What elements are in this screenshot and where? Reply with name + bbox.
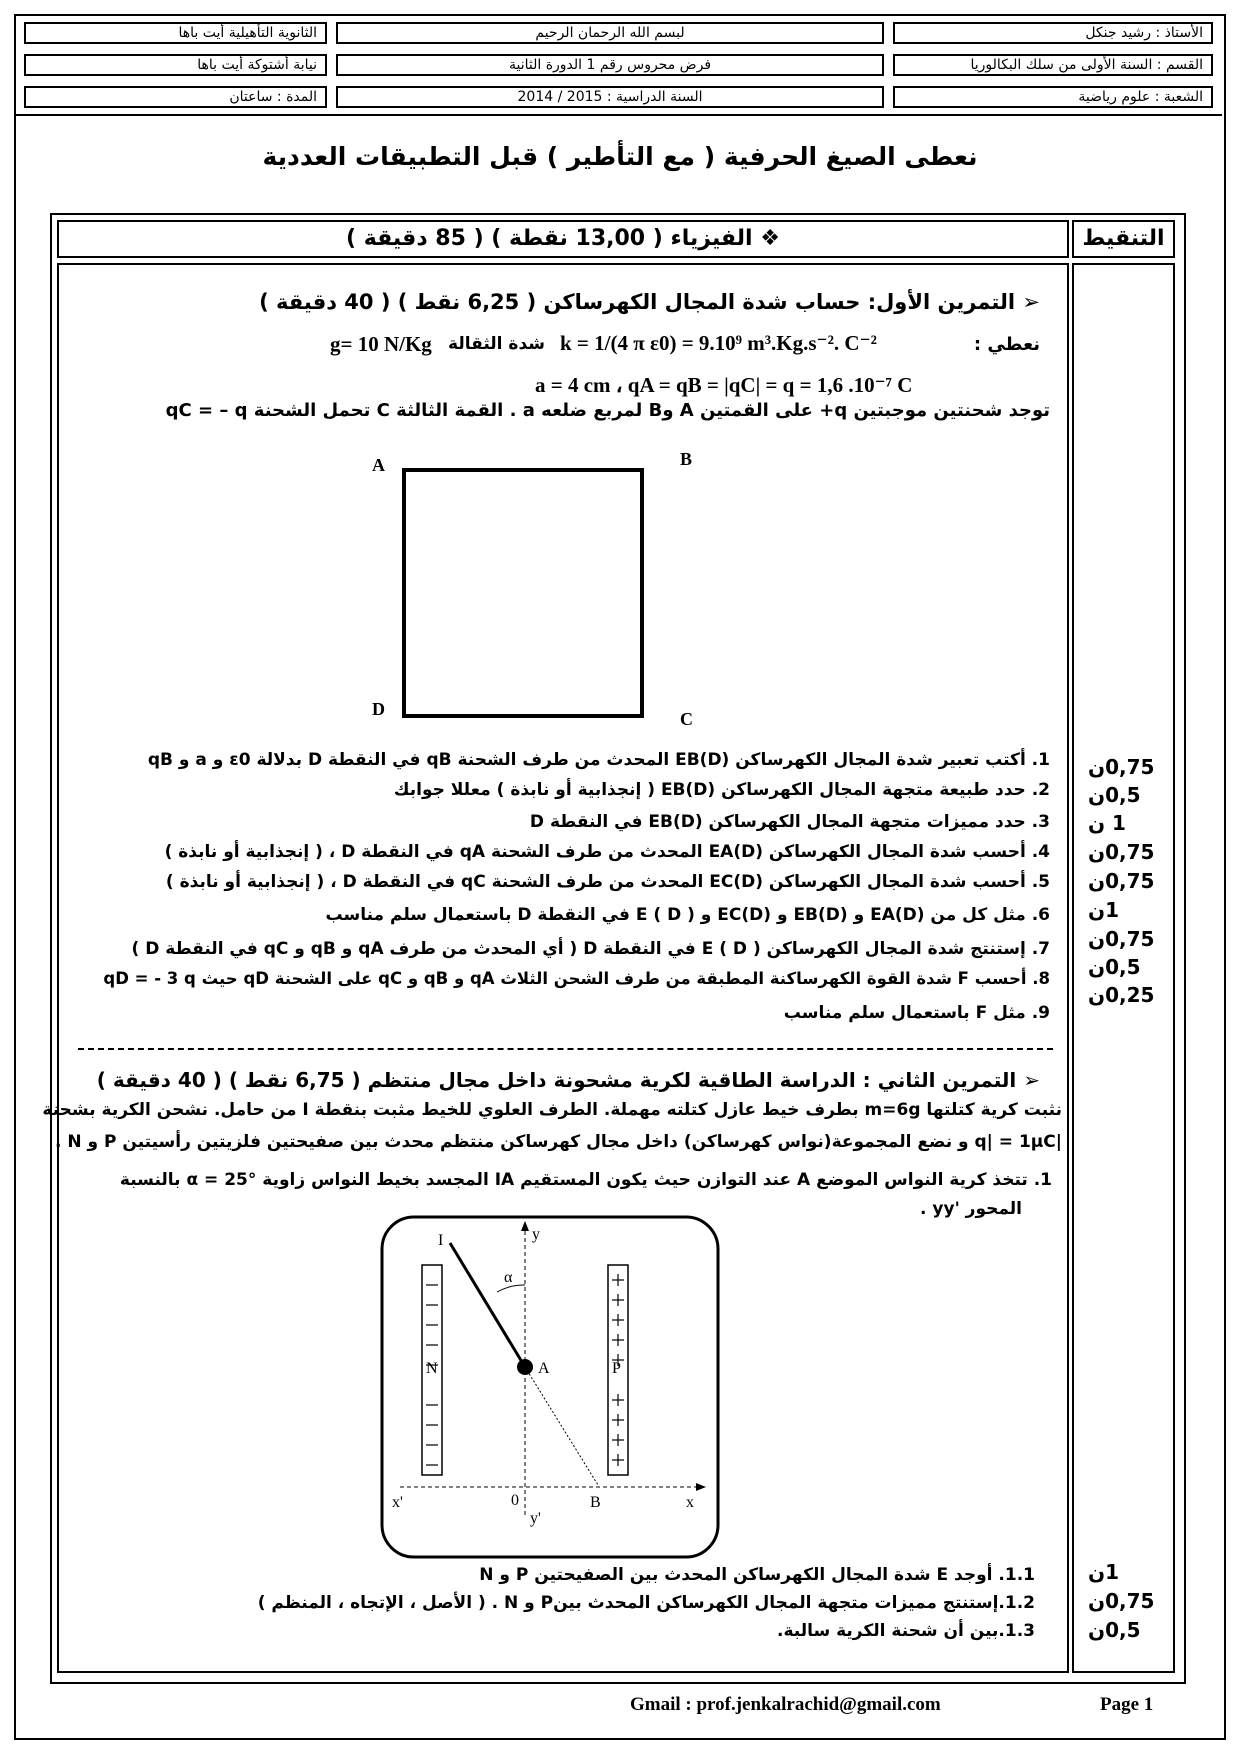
diagram-frame — [382, 1217, 718, 1557]
physics-title: ❖ الفيزياء ( 13,00 نقطة ) ( 85 دقيقة ) — [346, 226, 780, 251]
ex1-score-4: 0,75ن — [1088, 840, 1155, 864]
ex1-score-2: 0,5ن — [1088, 783, 1141, 807]
ex1-question-8: 8. أحسب F شدة القوة الكهرساكنة المطبقة من طرف الشحن الثلاث qA و qB و qC على الشحنة qD حيث qD = - 3 q — [103, 969, 1050, 988]
exercise1-statement: توجد شحنتين موجبتين q+ على القمتين A وB لمربع ضلعه a . القمة الثالثة C تحمل الشحنة qC = – q — [165, 400, 1050, 421]
label-i: I — [438, 1232, 444, 1249]
grading-header: التنقيط — [1082, 226, 1165, 251]
label-x-prime: x' — [392, 1494, 403, 1511]
label-c: C — [680, 709, 693, 729]
exercise1-charges: a = 4 cm ، qA = qB = |qC| = q = 1,6 .10⁻⁷ C — [535, 373, 913, 397]
ex1-question-3: 3. حدد مميزات متجهة المجال الكهرساكن EB(D) في النقطة D — [529, 812, 1050, 832]
exercise1-given-k: k = 1/(4 π ε0) = 9.10⁹ m³.Kg.s⁻². C⁻² — [560, 331, 877, 355]
header-directorate: نيابة أشتوكة أيت باها — [24, 54, 327, 76]
ex1-question-5: 5. أحسب شدة المجال الكهرساكن EC(D) المحدث من طرف الشحنة qC في النقطة D ، ( إنجذابية أو نابذة ) — [165, 872, 1050, 892]
header-teacher: الأستاذ : رشيد جنكل — [893, 22, 1213, 44]
ex1-question-2: 2. حدد طبيعة متجهة المجال الكهرساكن EB(D) ( إنجذابية أو نابذة ) معللا جوابك — [393, 780, 1050, 800]
exercise1-given-label: نعطي : — [973, 334, 1040, 355]
x-axis-arrow — [696, 1483, 706, 1491]
label-a: A — [372, 455, 385, 475]
ex1-question-9: 9. مثل F باستعمال سلم مناسب — [783, 1003, 1050, 1023]
alpha-arc — [497, 1285, 525, 1292]
ex1-question-7: 7. إستنتج شدة المجال الكهرساكن ( E ( D في النقطة D ( أي المحدث من طرف qA و qB و qC في النقطة D ) — [131, 939, 1050, 959]
label-b-point: B — [590, 1494, 601, 1511]
exercise2-q1-line-2: المحور 'yy . — [920, 1199, 1022, 1219]
ex2-score-1: 1ن — [1088, 1560, 1119, 1584]
pendulum-diagram — [380, 1215, 720, 1560]
ex1-score-3: 1 ن — [1088, 811, 1126, 835]
label-alpha: α — [504, 1269, 513, 1286]
exercise-separator — [78, 1048, 1053, 1050]
ex1-question-1: 1. أكتب تعبير شدة المجال الكهرساكن EB(D) المحدث من طرف الشحنة qB في النقطة D بدلالة ε0 و a و qB — [147, 750, 1050, 770]
ex2-question-1-2: 1.2.إستنتج مميزات متجهة المجال الكهرساكن المحدث بينP و N . ( الأصل ، الإتجاه ، المنظم ) — [257, 1593, 1035, 1613]
exercise1-title: ➢ التمرين الأول: حساب شدة المجال الكهرساكن ( 6,25 نقط ) ( 40 دقيقة ) — [259, 290, 1040, 314]
y-axis-arrow — [521, 1221, 529, 1231]
thread-extension — [525, 1367, 598, 1485]
ex1-score-9: 0,25ن — [1088, 983, 1155, 1007]
label-d: D — [372, 699, 385, 719]
ex1-question-6: 6. مثل كل من EA(D) و EB(D) و EC(D) و E ( D ) في النقطة D باستعمال سلم مناسب — [325, 905, 1050, 925]
square-diagram — [360, 445, 710, 735]
header-class: القسم : السنة الأولى من سلك البكالوريا — [893, 54, 1213, 76]
ex2-question-1-3: 1.3.بين أن شحنة الكرية سالبة. — [777, 1621, 1035, 1641]
header-branch: الشعبة : علوم رياضية — [893, 86, 1213, 108]
square — [404, 470, 642, 716]
ex1-score-8: 0,5ن — [1088, 955, 1141, 979]
exercise1-gravity-label: شدة الثقالة — [448, 334, 545, 354]
header-year: السنة الدراسية : 2015 / 2014 — [336, 86, 884, 108]
ex1-score-7: 0,75ن — [1088, 927, 1155, 951]
label-n: N — [426, 1360, 438, 1377]
header-school: الثانوية التأهيلية أيت باها — [24, 22, 327, 44]
footer-email: Gmail : prof.jenkalrachid@gmail.com — [630, 1694, 941, 1715]
exercise2-statement-1: نثبت كرية كتلتها m=6g بطرف خيط عازل كتلته مهملة. الطرف العلوي للخيط مثبت بنقطة I من حامل. نشحن الكرية بشحنة — [42, 1100, 1062, 1120]
exercise2-title: ➢ التمرين الثاني : الدراسة الطاقية لكرية مشحونة داخل مجال منتظم ( 6,75 نقط ) ( 40 دقيقة ) — [96, 1068, 1040, 1092]
exercise2-statement-2: |q| = 1μC و نضع المجموعة(نواس كهرساكن) داخل مجال كهرساكن منتظم محدث بين صفيحتين فلزيتين رأسيتين P و N . — [55, 1132, 1062, 1152]
ex2-score-2: 0,75ن — [1088, 1589, 1155, 1613]
header-exam: فرض محروس رقم 1 الدورة الثانية — [336, 54, 884, 76]
label-x: x — [686, 1494, 694, 1511]
pendulum-ball — [517, 1359, 533, 1375]
label-y-prime: y' — [530, 1510, 541, 1527]
label-a-point: A — [538, 1360, 550, 1377]
ex1-score-5: 0,75ن — [1088, 869, 1155, 893]
ex2-score-3: 0,5ن — [1088, 1618, 1141, 1642]
header-divider — [14, 114, 1222, 116]
ex1-score-1: 0,75ن — [1088, 755, 1155, 779]
label-origin: 0 — [511, 1492, 519, 1509]
exercise2-q1-line-1: 1. تتخذ كرية النواس الموضع A عند التوازن حيث يكون المستقيم IA المجسد بخيط النواس زاوية α = 25° بالنسبة — [119, 1170, 1052, 1190]
ex1-score-6: 1ن — [1088, 898, 1119, 922]
header-duration: المدة : ساعتان — [24, 86, 327, 108]
formula-notice: نعطى الصيغ الحرفية ( مع التأطير ) قبل التطبيقات العددية — [262, 142, 978, 171]
ex1-question-4: 4. أحسب شدة المجال الكهرساكن EA(D) المحدث من طرف الشحنة qA في النقطة D ، ( إنجذابية أو نابذة ) — [164, 842, 1050, 862]
label-b: B — [680, 449, 693, 469]
header-basmala: لبسم الله الرحمان الرحيم — [336, 22, 884, 44]
pendulum-thread — [450, 1243, 525, 1367]
ex2-question-1-1: 1.1. أوجد E شدة المجال الكهرساكن المحدث بين الصفيحتين P و N — [479, 1565, 1035, 1585]
exercise1-gravity: g= 10 N/Kg — [330, 332, 432, 356]
label-p: P — [612, 1360, 621, 1377]
label-y: y — [532, 1226, 540, 1243]
footer-page-number: Page 1 — [1100, 1694, 1154, 1715]
